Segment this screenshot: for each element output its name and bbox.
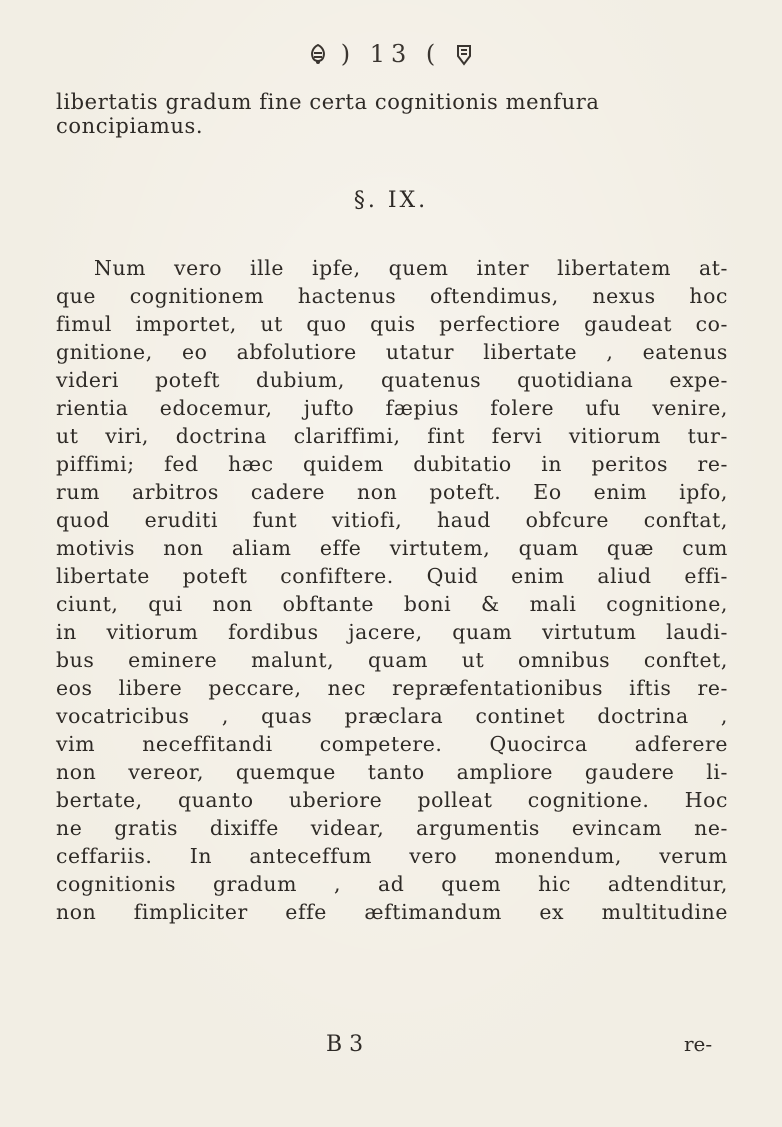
text-line: motivis non aliam effe virtutem, quam quæ cum — [56, 536, 728, 560]
header-left-paren: ) — [340, 40, 357, 68]
text-line: eos libere peccare, nec repræfentationibus iftis re- — [56, 676, 728, 700]
text-line: Num vero ille ipfe, quem inter libertatem at- — [94, 256, 728, 280]
text-line: fimul importet, ut quo quis perfectiore gaudeat co- — [56, 312, 728, 336]
page-number: 13 — [369, 40, 413, 68]
text-line: vocatricibus , quas præclara continet doctrina , — [56, 704, 728, 728]
text-line: ciunt, qui non obftante boni & mali cognitione, — [56, 592, 728, 616]
text-line: que cognitionem hactenus oftendimus, nexus hoc — [56, 284, 728, 308]
text-line: libertatis gradum fine certa cognitionis menfura — [56, 90, 600, 114]
left-ornament-icon — [309, 44, 327, 66]
text-line: ne gratis dixiffe videar, argumentis evincam ne- — [56, 816, 728, 840]
text-line: ceffariis. In anteceffum vero monendum, verum — [56, 844, 728, 868]
text-line: ut viri, doctrina clariffimi, fint fervi vitiorum tur- — [56, 424, 728, 448]
text-line: rum arbitros cadere non poteft. Eo enim ipfo, — [56, 480, 728, 504]
text-line: piffimi; fed hæc quidem dubitatio in peritos re- — [56, 452, 728, 476]
signature-mark: B 3 — [326, 1032, 364, 1057]
text-line: non vereor, quemque tanto ampliore gaudere li- — [56, 760, 728, 784]
text-line: videri poteft dubium, quatenus quotidiana expe- — [56, 368, 728, 392]
text-line: concipiamus. — [56, 114, 204, 138]
text-line: rientia edocemur, jufto fæpius folere ufu venire, — [56, 396, 728, 420]
text-line: gnitione, eo abfolutiore utatur libertate , eatenus — [56, 340, 728, 364]
running-header — [0, 40, 782, 68]
right-ornament-icon — [455, 44, 473, 66]
text-line: non fimpliciter effe æftimandum ex multitudine — [56, 900, 728, 924]
section-heading: §. IX. — [353, 188, 429, 213]
text-line: bus eminere malunt, quam ut omnibus conftet, — [56, 648, 728, 672]
text-line: vim neceffitandi competere. Quocirca adferere — [56, 732, 728, 756]
text-line: libertate poteft confiftere. Quid enim aliud effi- — [56, 564, 728, 588]
text-line: in vitiorum fordibus jacere, quam virtutum laudi- — [56, 620, 728, 644]
catchword: re- — [684, 1032, 713, 1056]
text-line: quod eruditi funt vitiofi, haud obfcure conftat, — [56, 508, 728, 532]
text-line: cognitionis gradum , ad quem hic adtenditur, — [56, 872, 728, 896]
header-right-paren: ( — [425, 40, 442, 68]
text-line: bertate, quanto uberiore polleat cognitione. Hoc — [56, 788, 728, 812]
